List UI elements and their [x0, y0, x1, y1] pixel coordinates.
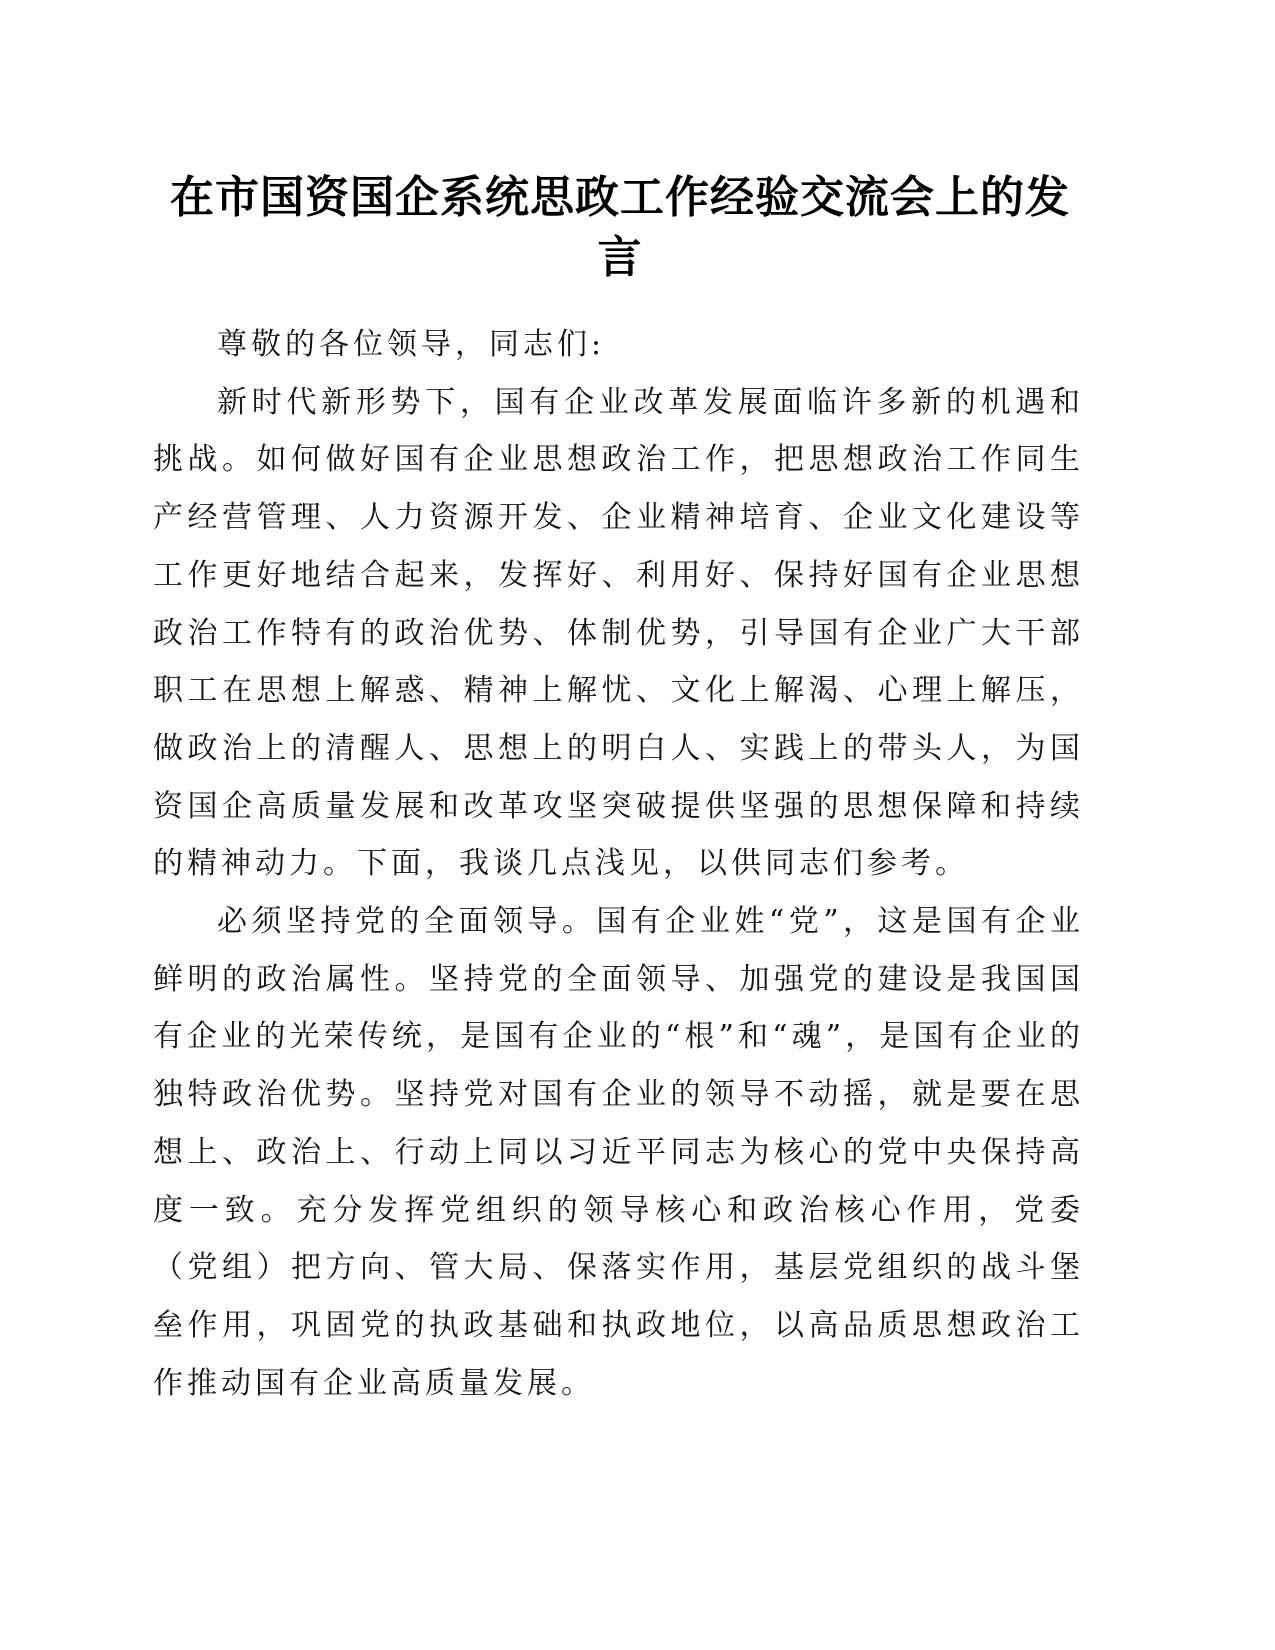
- document-body: [153, 316, 1084, 1412]
- document-title: 在市国资国企系统思政工作经验交流会上的发言: [170, 172, 1070, 283]
- salutation-paragraph: 尊敬的各位领导，同志们:: [217, 327, 606, 362]
- party-leadership-paragraph: 必须坚持党的全面领导。国有企业姓“党”，这是国有企业鲜明的政治属性。坚持党的全面领导、加强党的建设是我国国有企业的光荣传统，是国有企业的“根”和“魂”，是国有企业的独特政治优势。坚持党对国有企业的领导不动摇，就是要在思想上、政治上、行动上同以习近平同志为核心的党中央保持高度一致。充分发挥党组织的领导核心和政治核心作用，党委（党组）把方向、管大局、保落实作用，基层党组织的战斗堡垒作用，巩固党的执政基础和执政地位，以高品质思想政治工作推动国有企业高质量发展。: [153, 904, 1084, 1401]
- intro-paragraph: 新时代新形势下，国有企业改革发展面临许多新的机遇和挑战。如何做好国有企业思想政治工作，把思想政治工作同生产经营管理、人力资源开发、企业精神培育、企业文化建设等工作更好地结合起来，发挥好、利用好、保持好国有企业思想政治工作特有的政治优势、体制优势，引导国有企业广大干部职工在思想上解惑、精神上解忧、文化上解渴、心理上解压，做政治上的清醒人、思想上的明白人、实践上的带头人，为国资国企高质量发展和改革攻坚突破提供坚强的思想保障和持续的精神动力。下面，我谈几点浅见，以供同志们参考。: [153, 384, 1084, 882]
